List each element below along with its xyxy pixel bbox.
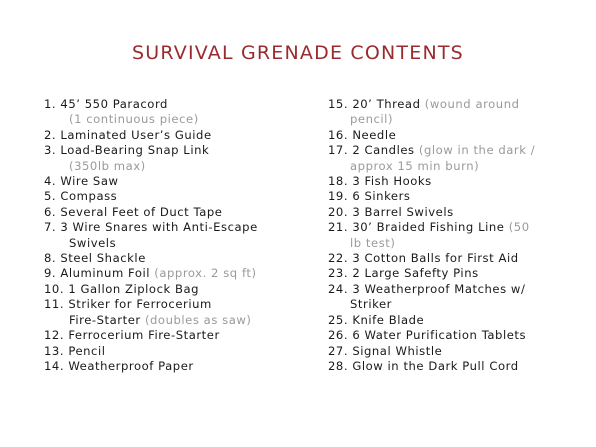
contents-item bbox=[44, 174, 306, 189]
item-first-line bbox=[328, 97, 572, 112]
contents-item bbox=[328, 328, 572, 343]
contents-item bbox=[44, 205, 306, 220]
contents-item bbox=[44, 143, 306, 174]
contents-item bbox=[328, 205, 572, 220]
item-continuation bbox=[44, 313, 306, 328]
item-first-line bbox=[328, 344, 572, 359]
item-continuation bbox=[328, 112, 572, 127]
contents-item bbox=[44, 220, 306, 251]
item-first-line bbox=[44, 189, 306, 204]
contents-list-left bbox=[44, 97, 306, 374]
item-label: 18. 3 Fish Hooks bbox=[328, 174, 432, 189]
item-label: 9. Aluminum Foil bbox=[44, 266, 151, 281]
item-first-line bbox=[44, 328, 306, 343]
item-label: 8. Steel Shackle bbox=[44, 251, 146, 266]
item-label: 6. Several Feet of Duct Tape bbox=[44, 204, 223, 219]
contents-item bbox=[44, 328, 306, 343]
contents-item bbox=[328, 313, 572, 328]
contents-item bbox=[328, 344, 572, 359]
item-first-line bbox=[44, 143, 306, 158]
item-first-line bbox=[44, 205, 306, 220]
item-first-line bbox=[44, 251, 306, 266]
page-title: SURVIVAL GRENADE CONTENTS bbox=[132, 42, 464, 64]
item-label: 16. Needle bbox=[328, 127, 397, 142]
contents-item bbox=[328, 128, 572, 143]
item-label: 3. Load-Bearing Snap Link bbox=[44, 143, 210, 158]
item-first-line bbox=[44, 344, 306, 359]
item-first-line bbox=[328, 143, 572, 158]
contents-item bbox=[328, 251, 572, 266]
contents-item bbox=[44, 189, 306, 204]
item-label: 21. 30’ Braided Fishing Line bbox=[328, 220, 505, 235]
item-continuation bbox=[328, 297, 572, 312]
item-continuation bbox=[44, 236, 306, 251]
contents-item bbox=[328, 266, 572, 281]
contents-item bbox=[44, 97, 306, 128]
item-label: 5. Compass bbox=[44, 189, 118, 204]
item-note: (approx. 2 sq ft) bbox=[154, 266, 257, 281]
item-note: approx 15 min burn) bbox=[350, 158, 480, 173]
contents-item bbox=[44, 128, 306, 143]
contents-item bbox=[328, 143, 572, 174]
item-label: 2. Laminated User’s Guide bbox=[44, 127, 212, 142]
item-label-cont: Swivels bbox=[69, 235, 117, 250]
item-label: 4. Wire Saw bbox=[44, 174, 119, 189]
contents-item bbox=[328, 220, 572, 251]
item-first-line bbox=[44, 220, 306, 235]
contents-item bbox=[44, 251, 306, 266]
item-label-cont: Striker bbox=[350, 297, 392, 312]
item-first-line bbox=[328, 205, 572, 220]
contents-item bbox=[44, 282, 306, 297]
item-first-line bbox=[44, 359, 306, 374]
item-note: (350lb max) bbox=[69, 158, 146, 173]
item-label: 23. 2 Large Safefty Pins bbox=[328, 266, 479, 281]
item-first-line bbox=[328, 174, 572, 189]
item-label: 20. 3 Barrel Swivels bbox=[328, 204, 454, 219]
item-first-line bbox=[44, 282, 306, 297]
item-note: pencil) bbox=[350, 112, 394, 127]
item-first-line bbox=[44, 297, 306, 312]
item-first-line bbox=[44, 266, 306, 281]
item-label: 26. 6 Water Purification Tablets bbox=[328, 328, 527, 343]
item-first-line bbox=[328, 266, 572, 281]
contents-item bbox=[328, 174, 572, 189]
item-note: lb test) bbox=[350, 235, 396, 250]
item-first-line bbox=[44, 174, 306, 189]
item-first-line bbox=[328, 313, 572, 328]
contents-item bbox=[328, 359, 572, 374]
item-label: 22. 3 Cotton Balls for First Aid bbox=[328, 251, 519, 266]
item-first-line bbox=[328, 220, 572, 235]
item-first-line bbox=[328, 282, 572, 297]
item-label: 15. 20’ Thread bbox=[328, 97, 421, 111]
item-label: 14. Weatherproof Paper bbox=[44, 358, 194, 373]
item-first-line bbox=[328, 128, 572, 143]
contents-item bbox=[44, 266, 306, 281]
item-note: (glow in the dark / bbox=[418, 143, 536, 158]
item-label: 19. 6 Sinkers bbox=[328, 189, 411, 204]
item-first-line bbox=[328, 359, 572, 374]
item-label: 10. 1 Gallon Ziplock Bag bbox=[44, 281, 200, 296]
item-note: (1 continuous piece) bbox=[69, 112, 199, 127]
item-first-line bbox=[44, 97, 306, 112]
item-label: 17. 2 Candles bbox=[328, 143, 415, 158]
item-first-line bbox=[328, 251, 572, 266]
item-label: 24. 3 Weatherproof Matches w/ bbox=[328, 281, 526, 296]
item-label: 1. 45’ 550 Paracord bbox=[44, 97, 168, 111]
item-continuation bbox=[328, 236, 572, 251]
item-continuation bbox=[328, 159, 572, 174]
item-label: 12. Ferrocerium Fire-Starter bbox=[44, 328, 220, 343]
item-label: 28. Glow in the Dark Pull Cord bbox=[328, 358, 519, 373]
item-label: 7. 3 Wire Snares with Anti-Escape bbox=[44, 220, 258, 235]
contents-list-right bbox=[328, 97, 572, 374]
contents-item bbox=[44, 297, 306, 328]
contents-item bbox=[44, 344, 306, 359]
item-first-line bbox=[44, 128, 306, 143]
item-note: (50 bbox=[508, 220, 530, 235]
item-label: 25. Knife Blade bbox=[328, 312, 425, 327]
item-label: 27. Signal Whistle bbox=[328, 343, 443, 358]
contents-item bbox=[328, 189, 572, 204]
item-first-line bbox=[328, 189, 572, 204]
item-label-cont: Fire-Starter bbox=[69, 312, 141, 327]
item-label: 11. Striker for Ferrocerium bbox=[44, 297, 212, 312]
item-note: (doubles as saw) bbox=[144, 312, 252, 327]
contents-item bbox=[44, 359, 306, 374]
contents-item bbox=[328, 282, 572, 313]
item-first-line bbox=[328, 328, 572, 343]
item-note: (wound around bbox=[424, 97, 520, 111]
item-label: 13. Pencil bbox=[44, 343, 106, 358]
contents-item bbox=[328, 97, 572, 128]
